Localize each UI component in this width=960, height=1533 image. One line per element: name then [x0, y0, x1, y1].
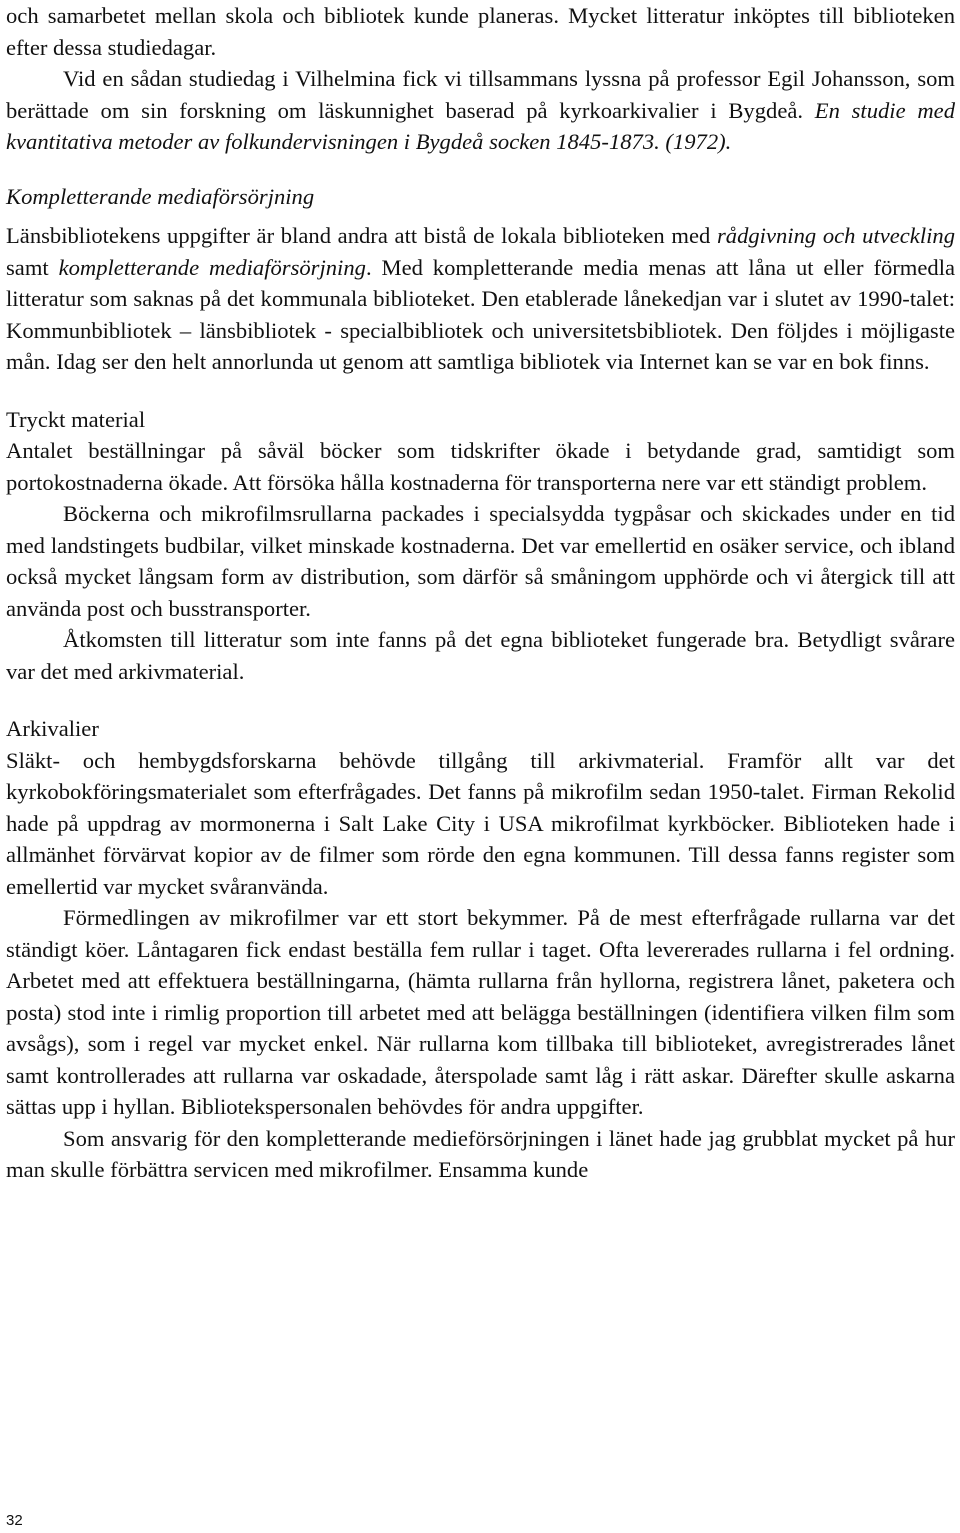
paragraph-tryckt-3: Åtkomsten till litteratur som inte fanns på det egna biblioteket fungerade bra. Betydligt svårare var det med arkivmaterial.: [6, 627, 955, 684]
cited-study-title: En studie med kvantitativa metoder av folkundervisningen i Bygdeå socken 1845-1873. (1972).: [6, 97, 955, 154]
paragraph-intro-2: [6, 63, 955, 158]
media-emphasis-1: rådgivning och utveckling: [717, 223, 955, 248]
media-text-b: samt: [6, 254, 59, 280]
paragraph-intro-1: och samarbetet mellan skola och bibliotek kunde planeras. Mycket litteratur inköptes till biblioteken efter dessa studiedagar.: [6, 3, 955, 60]
media-emphasis-2: kompletterande mediaförsörjning: [58, 254, 366, 280]
paragraph-tryckt-2: Böckerna och mikrofilmsrullarna packades i specialsydda tygpåsar och skickades under en tid med landstingets budbilar, vilket minskade kostnaderna. Det var emellertid en osäker service, och ibland också mycket långsam form av distribution, som därför så småningom upphörde och vi återgick till att använda post och busstransporter.: [6, 501, 955, 621]
heading-tryckt-material: Tryckt material: [6, 406, 146, 432]
heading-arkivalier: Arkivalier: [6, 716, 99, 741]
page-number: 32: [6, 1512, 23, 1529]
paragraph-media-1: [6, 220, 955, 378]
paragraph-intro-2-text: Vid en sådan studiedag i Vilhelmina fick vi tillsammans lyssna på professor Egil Johansson, som berättade om sin forskning om läskunnighet baserad på kyrkoarkivalier i Bygdeå.: [6, 66, 955, 123]
media-text-c: . Med kompletterande media menas att låna ut eller förmedla litteratur som saknas på det kommunala biblioteket. Den etablerade lånekedjan var i slutet av 1990-talet: Kommunbibliotek – länsbibliotek - specialbibliotek och universitetsbibliotek. Den följdes i möjligaste mån. Idag ser den helt annorlunda ut genom att samtliga bibliotek via Internet kan se var en bok finns.: [6, 254, 955, 374]
heading-kompletterande-mediaforsorjning: Kompletterande mediaförsörjning: [6, 183, 315, 209]
paragraph-arkivalier-1: Släkt- och hembygdsforskarna behövde tillgång till arkivmaterial. Framför allt var det kyrkobokföringsmaterialet som efterfrågades. Det fanns på mikrofilm sedan 1950-talet. Firman Rekolid hade på uppdrag av mormonerna i Salt Lake City i USA mikrofilmat kyrkböcker. Biblioteken hade i allmänhet förvärvat kopior av de filmer som rörde den egna kommunen. Till dessa fanns register som emellertid var mycket svåranvända.: [6, 747, 955, 899]
paragraph-tryckt-1: Antalet beställningar på såväl böcker som tidskrifter ökade i betydande grad, samtidigt som portokostnaderna ökade. Att försöka hålla kostnaderna för transporterna nere var ett ständigt problem.: [6, 438, 955, 495]
paragraph-arkivalier-3: Som ansvarig för den kompletterande medieförsörjningen i länet hade jag grubblat mycket på hur man skulle förbättra servicen med mikrofilmer. Ensamma kunde: [6, 1125, 955, 1182]
document-page: [6, 0, 955, 1186]
media-text-a: Länsbibliotekens uppgifter är bland andra att bistå de lokala biblioteken med: [6, 223, 717, 248]
paragraph-arkivalier-2: Förmedlingen av mikrofilmer var ett stort bekymmer. På de mest efterfrågade rullarna var det ständigt köer. Låntagaren fick endast beställa fem rullar i taget. Ofta levererades rullarna i fel ordning. Arbetet med att effektuera beställningarna, (hämta rullarna från hyllorna, registrera lånet, paketera och posta) stod inte i rimlig proportion till arbetet med att belägga beställningen (identifiera vilken film som avsågs), som i regel var mycket enkel. När rullarna kom tillbaka till biblioteket, avregistrerades lånet samt kontrollerades att rullarna var oskadade, återspolade samt låg i rätt askar. Därefter skulle askarna sättas upp i hyllan. Bibliotekspersonalen behövdes för andra uppgifter.: [6, 905, 955, 1119]
